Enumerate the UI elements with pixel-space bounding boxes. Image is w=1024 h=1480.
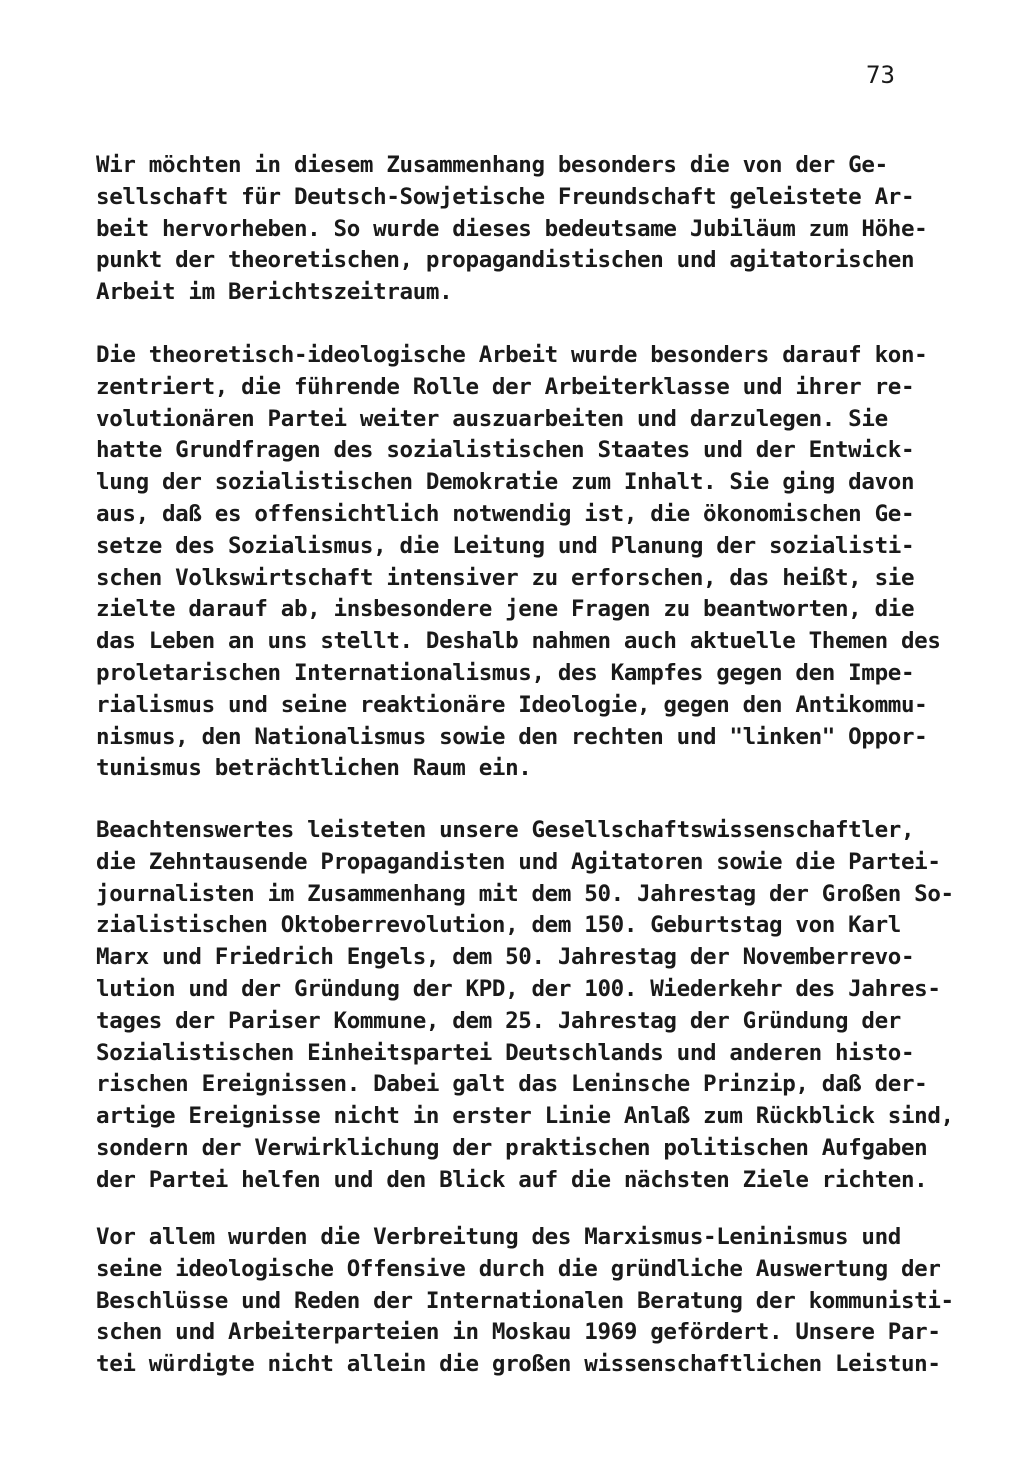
text-line: Sozialistischen Einheitspartei Deutschlands und anderen histo-	[96, 1039, 915, 1066]
text-line: tages der Pariser Kommune, dem 25. Jahrestag der Gründung der	[96, 1007, 901, 1034]
text-line: die Zehntausende Propagandisten und Agitatoren sowie die Partei-	[96, 848, 941, 875]
text-line: zialistischen Oktoberrevolution, dem 150. Geburtstag von Karl	[96, 912, 901, 939]
paragraph-3	[96, 815, 956, 1197]
text-line: rialismus und seine reaktionäre Ideologie, gegen den Antikommu-	[96, 691, 928, 718]
text-line: artige Ereignisse nicht in erster Linie Anlaß zum Rückblick sind,	[96, 1103, 954, 1130]
paragraph-1	[96, 150, 956, 309]
paragraph-2	[96, 340, 956, 785]
paragraph-4	[96, 1222, 956, 1381]
page-number: 73	[866, 61, 895, 89]
text-line: setze des Sozialismus, die Leitung und Planung der sozialisti-	[96, 532, 915, 559]
text-line: Die theoretisch-ideologische Arbeit wurde besonders darauf kon-	[96, 342, 928, 368]
text-line: Marx und Friedrich Engels, dem 50. Jahrestag der Novemberrevo-	[96, 944, 915, 971]
text-line: Beschlüsse und Reden der Internationalen Beratung der kommunisti-	[96, 1287, 954, 1314]
text-line: tei würdigte nicht allein die großen wissenschaftlichen Leistun-	[96, 1351, 941, 1378]
text-line: beit hervorheben. So wurde dieses bedeutsame Jubiläum zum Höhe-	[96, 215, 928, 242]
text-line: hatte Grundfragen des sozialistischen Staates und der Entwick-	[96, 437, 915, 464]
text-line: nismus, den Nationalismus sowie den rechten und "linken" Oppor-	[96, 723, 928, 750]
text-line: sondern der Verwirklichung der praktischen politischen Aufgaben	[96, 1134, 928, 1161]
text-line: zielte darauf ab, insbesondere jene Fragen zu beantworten, die	[96, 596, 915, 623]
text-line: proletarischen Internationalismus, des Kampfes gegen den Impe-	[96, 659, 915, 686]
text-line: schen und Arbeiterparteien in Moskau 1969 gefördert. Unsere Par-	[96, 1319, 941, 1346]
text-line: Wir möchten in diesem Zusammenhang besonders die von der Ge-	[96, 152, 888, 178]
text-line: lung der sozialistischen Demokratie zum Inhalt. Sie ging davon	[96, 469, 915, 496]
text-line: rischen Ereignissen. Dabei galt das Leninsche Prinzip, daß der-	[96, 1071, 928, 1098]
text-line: Vor allem wurden die Verbreitung des Marxismus-Leninismus und	[96, 1224, 901, 1250]
text-line: journalisten im Zusammenhang mit dem 50. Jahrestag der Großen So-	[96, 880, 954, 907]
text-line: der Partei helfen und den Blick auf die nächsten Ziele richten.	[96, 1166, 928, 1193]
text-line: schen Volkswirtschaft intensiver zu erforschen, das heißt, sie	[96, 564, 915, 591]
text-line: tunismus beträchtlichen Raum ein.	[96, 755, 532, 782]
text-line: lution und der Gründung der KPD, der 100. Wiederkehr des Jahres-	[96, 975, 941, 1002]
text-line: Beachtenswertes leisteten unsere Gesellschaftswissenschaftler,	[96, 817, 915, 843]
text-line: sellschaft für Deutsch-Sowjetische Freundschaft geleistete Ar-	[96, 183, 915, 210]
text-line: zentriert, die führende Rolle der Arbeiterklasse und ihrer re-	[96, 373, 915, 400]
text-line: seine ideologische Offensive durch die gründliche Auswertung der	[96, 1255, 941, 1282]
text-line: Arbeit im Berichtszeitraum.	[96, 279, 453, 306]
text-line: volutionären Partei weiter auszuarbeiten und darzulegen. Sie	[96, 405, 888, 432]
text-line: das Leben an uns stellt. Deshalb nahmen auch aktuelle Themen des	[96, 628, 941, 655]
text-line: punkt der theoretischen, propagandistischen und agitatorischen	[96, 247, 915, 274]
text-line: aus, daß es offensichtlich notwendig ist, die ökonomischen Ge-	[96, 500, 915, 527]
